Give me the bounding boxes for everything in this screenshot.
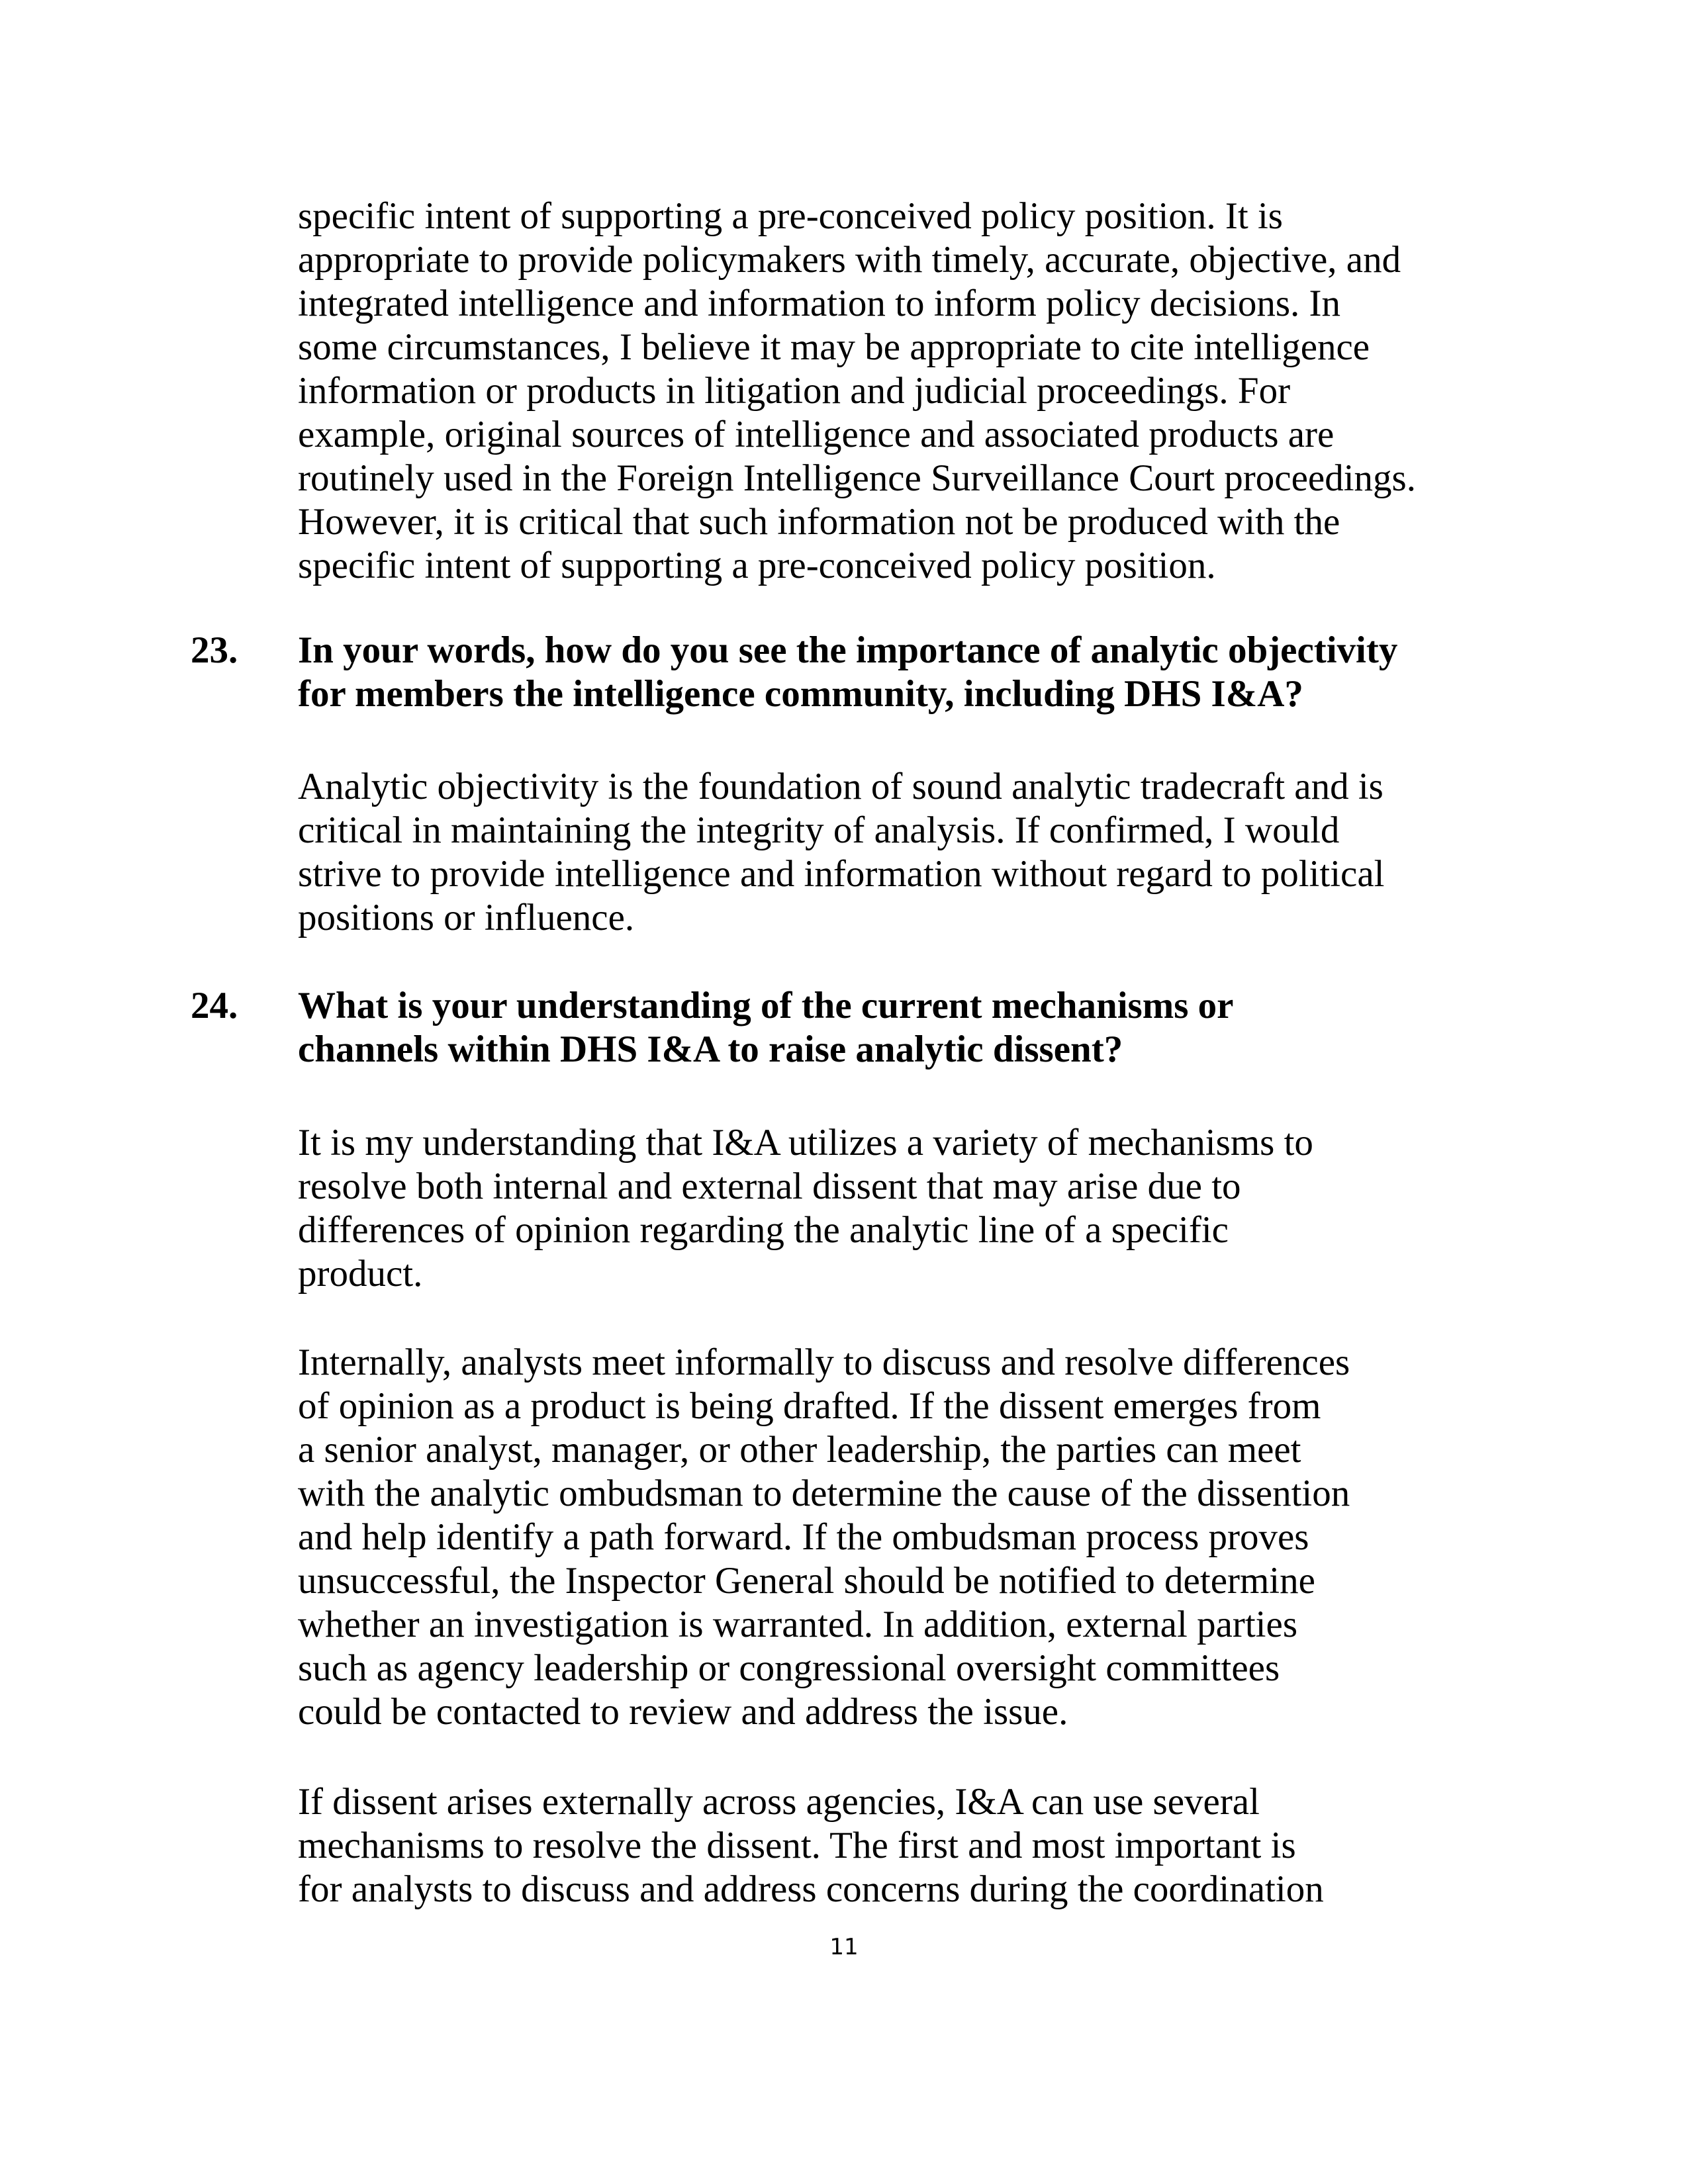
text-line: mechanisms to resolve the dissent. The first and most important is	[298, 1825, 1296, 1866]
text-line: and help identify a path forward. If the ombudsman process proves	[298, 1516, 1309, 1558]
text-line: example, original sources of intelligence and associated products are	[298, 414, 1335, 455]
text-line: resolve both internal and external dissent that may arise due to	[298, 1165, 1241, 1207]
question-text	[298, 629, 1397, 716]
question-number: 23.	[191, 629, 238, 671]
text-line: Internally, analysts meet informally to discuss and resolve differences	[298, 1342, 1350, 1383]
text-line: some circumstances, I believe it may be appropriate to cite intelligence	[298, 326, 1370, 368]
text-line: strive to provide intelligence and information without regard to political	[298, 853, 1385, 895]
text-line: product.	[298, 1253, 423, 1295]
text-line: specific intent of supporting a pre-conceived policy position.	[298, 545, 1216, 586]
text-line: Analytic objectivity is the foundation of sound analytic tradecraft and is	[298, 766, 1383, 807]
intro-paragraph	[298, 195, 1436, 588]
text-line: differences of opinion regarding the analytic line of a specific	[298, 1209, 1229, 1251]
text-line: with the analytic ombudsman to determine the cause of the dissention	[298, 1473, 1350, 1514]
page-number: 11	[829, 1934, 859, 1960]
text-line: positions or influence.	[298, 897, 635, 938]
answer-24-paragraph-3	[298, 1780, 1436, 1911]
text-line: unsuccessful, the Inspector General should be notified to determine	[298, 1560, 1315, 1602]
question-line: channels within DHS I&A to raise analytic dissent?	[298, 1028, 1123, 1070]
text-line: It is my understanding that I&A utilizes a variety of mechanisms to	[298, 1122, 1313, 1163]
text-line: routinely used in the Foreign Intelligence Surveillance Court proceedings.	[298, 457, 1416, 499]
answer-23-paragraph-1	[298, 765, 1436, 940]
question-text	[298, 984, 1233, 1071]
text-line: specific intent of supporting a pre-conceived policy position. It is	[298, 195, 1283, 237]
text-line: However, it is critical that such information not be produced with the	[298, 501, 1340, 543]
answer-24-paragraph-1	[298, 1121, 1436, 1296]
answer-24-paragraph-2	[298, 1341, 1436, 1734]
question-line: for members the intelligence community, including DHS I&A?	[298, 673, 1303, 715]
text-line: integrated intelligence and information to inform policy decisions. In	[298, 283, 1340, 324]
text-line: whether an investigation is warranted. In addition, external parties	[298, 1604, 1297, 1645]
text-line: a senior analyst, manager, or other leadership, the parties can meet	[298, 1429, 1301, 1471]
question-line: What is your understanding of the current mechanisms or	[298, 985, 1234, 1026]
text-line: information or products in litigation and judicial proceedings. For	[298, 370, 1291, 412]
text-line: If dissent arises externally across agencies, I&A can use several	[298, 1781, 1260, 1823]
text-line: could be contacted to review and address the issue.	[298, 1691, 1068, 1733]
question-line: In your words, how do you see the importance of analytic objectivity	[298, 629, 1398, 671]
text-line: such as agency leadership or congressional oversight committees	[298, 1647, 1280, 1689]
question-number: 24.	[191, 985, 238, 1026]
text-line: of opinion as a product is being drafted. If the dissent emerges from	[298, 1385, 1321, 1427]
text-line: appropriate to provide policymakers with timely, accurate, objective, and	[298, 239, 1401, 281]
text-line: critical in maintaining the integrity of analysis. If confirmed, I would	[298, 809, 1340, 851]
text-line: for analysts to discuss and address concerns during the coordination	[298, 1868, 1324, 1910]
